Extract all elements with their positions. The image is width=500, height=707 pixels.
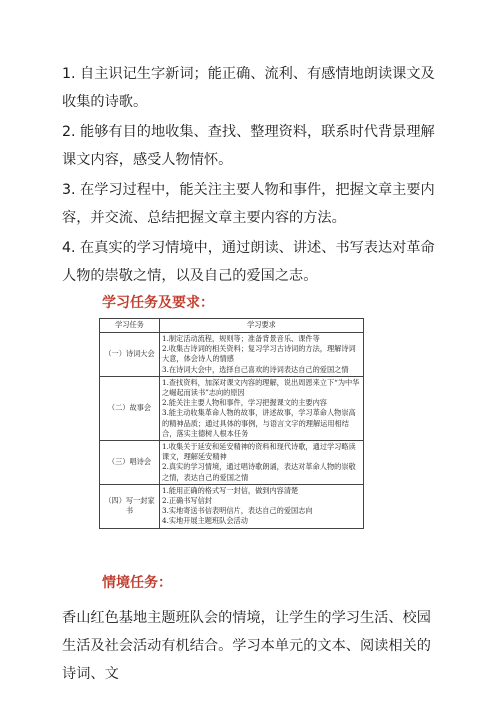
table-row	[100, 376, 364, 440]
requirement-item: 1.制定活动流程，规则等；准备背景音乐、课件等	[162, 334, 320, 343]
requirement-item: 2.正确书写信封	[162, 496, 212, 506]
requirement-item: 4.实地开展主题班队会活动	[162, 516, 248, 526]
header-task: 学习任务	[100, 319, 160, 333]
requirements-cell	[160, 333, 364, 377]
requirement-item: 3.实地寄送书信表明信片，表达自己的爱国志向	[162, 506, 313, 516]
tasks-table	[99, 318, 364, 529]
task-cell: （二）故事会	[100, 376, 160, 440]
task-cell: （一）诗词大会	[100, 333, 160, 377]
task-cell: （四）写一封家书	[100, 484, 160, 528]
requirement-item: 2.收集古诗词的相关资料；复习学习古诗词的方法，理解诗词大意，体会诗人的情感	[162, 344, 356, 364]
table-row	[100, 484, 364, 528]
requirement-item: 2.真实的学习情境，通过唱诗歌朗诵，表达对革命人物的崇敬之情，表达自己的爱国之情	[162, 462, 356, 482]
requirement-item: 3.能主动收集革命人物的故事，讲述故事，学习革命人物崇高的精神品质；通过具体的事例，与语言文字的理解运用相结合，落实主德树人根本任务	[162, 408, 356, 438]
goal-1: 1. 自主识记生字新词；能正确、流利、有感情地朗读课文及收集的诗歌。	[62, 66, 435, 110]
requirement-item: 1.查找资料，加深对课文内容的理解，说出周恩来立下“为中华之崛起而读书”志向的原因	[162, 377, 360, 398]
requirements-cell	[160, 484, 364, 528]
requirement-item: 1.收集关于延安和延安精神的资料和现代诗歌，通过学习略读课文，理解延安精神	[162, 442, 356, 462]
requirement-item: 1.能用正确的格式写一封信，做到内容清楚	[162, 485, 299, 495]
requirements-cell	[160, 376, 364, 440]
goal-3: 3. 在学习过程中，能关注主要人物和事件，把握文章主要内容，并交流、总结把握文章主要内容的方法。	[62, 182, 435, 226]
context-paragraph: 香山红色基地主题班队会的情境，让学生的学习生活、校园生活及社会活动有机结合。学习本单元的文本、阅读相关的诗词、文	[62, 610, 431, 682]
goal-4: 4. 在真实的学习情境中，通过朗读、讲述、书写表达对革命人物的崇敬之情，以及自己的爱国之志。	[62, 240, 435, 284]
task-cell: （三）唱诗会	[100, 441, 160, 485]
table-row	[100, 333, 364, 377]
table-header-row	[100, 319, 364, 333]
goal-2: 2. 能够有目的地收集、查找、整理资料，联系时代背景理解课文内容，感受人物情怀。	[62, 124, 435, 168]
context-heading: 情境任务：	[102, 575, 172, 591]
requirement-item: 2.能关注主要人物和事件，学习把握课文的主要内容	[162, 398, 327, 408]
requirement-item: 3.在诗词大会中，选择自己喜欢的诗词表达自己的爱国之情	[162, 364, 349, 374]
table-row	[100, 441, 364, 485]
tasks-heading: 学习任务及要求：	[102, 295, 214, 311]
header-requirements: 学习要求	[160, 319, 364, 333]
requirements-cell	[160, 441, 364, 485]
